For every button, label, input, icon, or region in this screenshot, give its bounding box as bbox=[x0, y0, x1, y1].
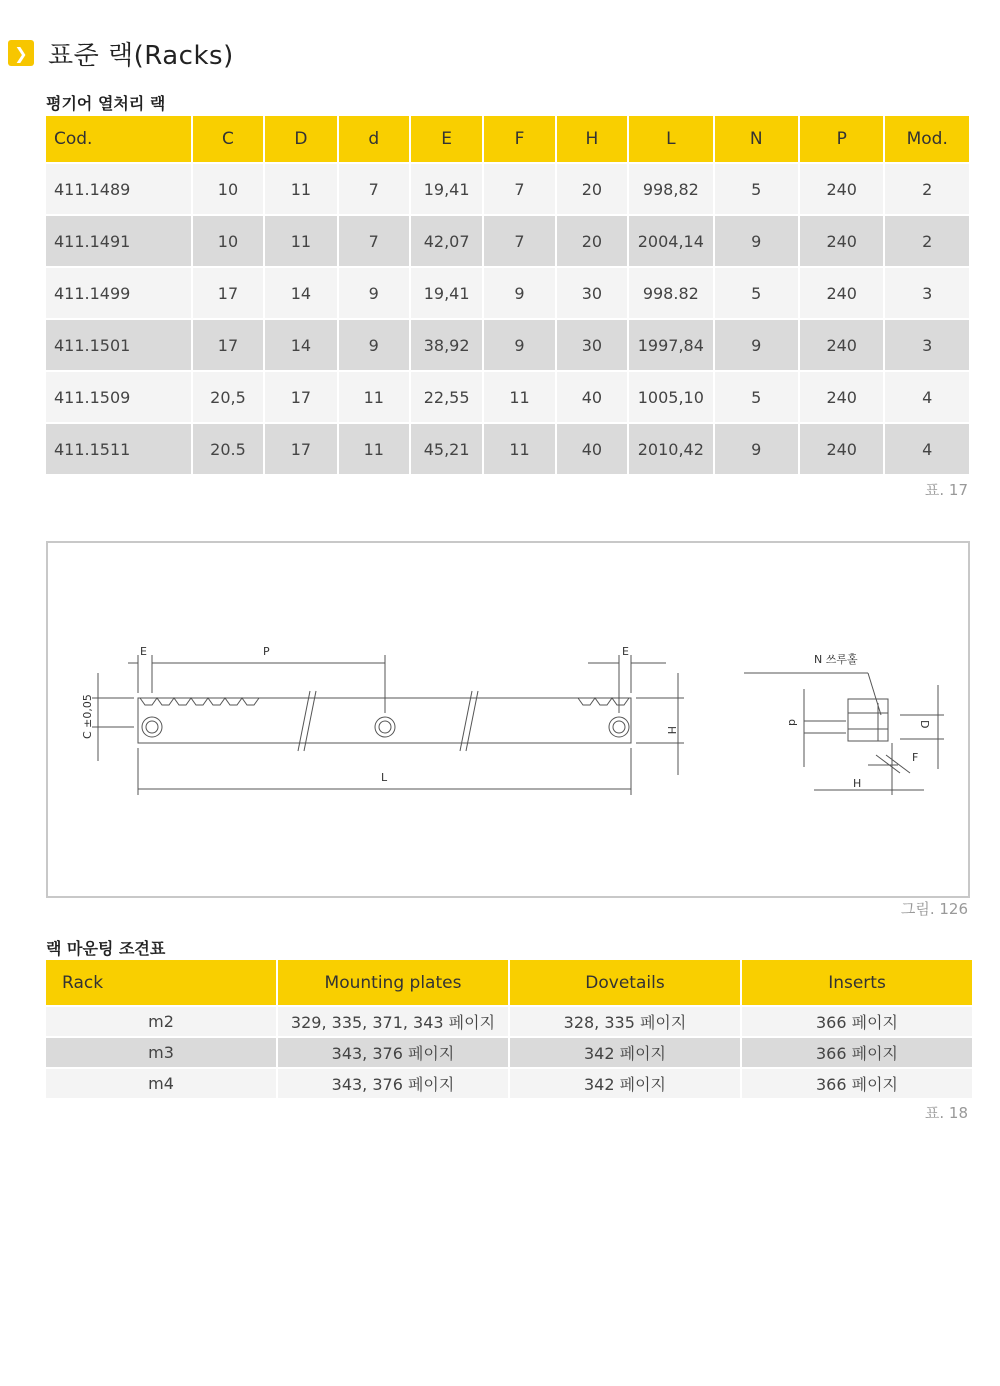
table-row bbox=[46, 320, 969, 370]
table-cell: 342 페이지 bbox=[510, 1069, 740, 1098]
table-cell: 411.1499 bbox=[46, 268, 191, 318]
table-cell: 240 bbox=[800, 424, 883, 474]
table-caption: 표. 18 bbox=[924, 1104, 968, 1122]
table-cell: 17 bbox=[265, 372, 336, 422]
figure-caption: 그림. 126 bbox=[900, 900, 968, 918]
table-cell: 240 bbox=[800, 268, 883, 318]
dimension-line-f bbox=[886, 755, 910, 773]
column-header: Mounting plates bbox=[278, 960, 508, 1005]
column-header: Inserts bbox=[742, 960, 972, 1005]
table-cell: 5 bbox=[715, 164, 798, 214]
column-header: d bbox=[339, 116, 409, 162]
table-cell: m2 bbox=[46, 1007, 276, 1036]
table-cell: 22,55 bbox=[411, 372, 482, 422]
rack-mounting-table bbox=[44, 958, 974, 1100]
table-cell: 20 bbox=[557, 216, 627, 266]
table-cell: 411.1491 bbox=[46, 216, 191, 266]
table-cell: 343, 376 페이지 bbox=[278, 1038, 508, 1067]
label-d-small: d bbox=[786, 719, 799, 726]
table-cell: 17 bbox=[193, 268, 263, 318]
table-cell: 11 bbox=[339, 424, 409, 474]
table-cell: 11 bbox=[484, 372, 554, 422]
rack-teeth-left bbox=[140, 698, 259, 705]
table-cell: 240 bbox=[800, 216, 883, 266]
table-cell: 9 bbox=[339, 320, 409, 370]
label-h: H bbox=[665, 726, 678, 735]
table-cell: 1997,84 bbox=[629, 320, 712, 370]
table-cell: 10 bbox=[193, 164, 263, 214]
label-e-right: E bbox=[622, 645, 629, 658]
column-header: Mod. bbox=[885, 116, 969, 162]
table-row bbox=[46, 1038, 972, 1067]
column-header: Rack bbox=[46, 960, 276, 1005]
break-line bbox=[466, 691, 478, 751]
mounting-hole-outer bbox=[375, 717, 395, 737]
table-cell: 1005,10 bbox=[629, 372, 712, 422]
table-cell: 14 bbox=[265, 320, 336, 370]
rack-section-outline bbox=[848, 699, 888, 741]
label-l: L bbox=[381, 771, 388, 784]
table-cell: 9 bbox=[715, 424, 798, 474]
table-cell: 240 bbox=[800, 372, 883, 422]
table-cell: 11 bbox=[265, 164, 336, 214]
mounting-hole-inner bbox=[613, 721, 625, 733]
table-cell: 240 bbox=[800, 320, 883, 370]
table-cell: 3 bbox=[885, 320, 969, 370]
table-cell: 19,41 bbox=[411, 164, 482, 214]
table-cell: m3 bbox=[46, 1038, 276, 1067]
column-header: E bbox=[411, 116, 482, 162]
table-caption: 표. 17 bbox=[924, 481, 968, 499]
column-header: H bbox=[557, 116, 627, 162]
table-row bbox=[46, 1069, 972, 1098]
table-cell: 366 페이지 bbox=[742, 1007, 972, 1036]
table-cell: 30 bbox=[557, 320, 627, 370]
label-p: P bbox=[263, 645, 270, 658]
table-cell: 411.1511 bbox=[46, 424, 191, 474]
break-line bbox=[460, 691, 472, 751]
mounting-hole-inner bbox=[146, 721, 158, 733]
column-header: F bbox=[484, 116, 554, 162]
table-cell: 20 bbox=[557, 164, 627, 214]
table-cell: 7 bbox=[339, 216, 409, 266]
table-cell: 38,92 bbox=[411, 320, 482, 370]
table-cell: 343, 376 페이지 bbox=[278, 1069, 508, 1098]
label-c: C ±0,05 bbox=[81, 694, 94, 739]
table-cell: 7 bbox=[484, 164, 554, 214]
table-cell: 2010,42 bbox=[629, 424, 712, 474]
table-cell: 5 bbox=[715, 372, 798, 422]
table-cell: 3 bbox=[885, 268, 969, 318]
section-title-heat-treated-rack: 평기어 열처리 랙 bbox=[46, 94, 166, 113]
column-header: P bbox=[800, 116, 883, 162]
table-cell: 17 bbox=[265, 424, 336, 474]
table-cell: 42,07 bbox=[411, 216, 482, 266]
table-cell: 14 bbox=[265, 268, 336, 318]
table-cell: 40 bbox=[557, 372, 627, 422]
table-cell: 11 bbox=[339, 372, 409, 422]
column-header: L bbox=[629, 116, 712, 162]
mounting-hole-inner bbox=[379, 721, 391, 733]
table-cell: 40 bbox=[557, 424, 627, 474]
column-header: C bbox=[193, 116, 263, 162]
table-cell: 9 bbox=[484, 320, 554, 370]
leader-line bbox=[868, 673, 881, 715]
mounting-hole-outer bbox=[609, 717, 629, 737]
table-cell: 5 bbox=[715, 268, 798, 318]
table-row bbox=[46, 424, 969, 474]
table-cell: 9 bbox=[484, 268, 554, 318]
table-cell: 20,5 bbox=[193, 372, 263, 422]
table-row bbox=[46, 372, 969, 422]
table-cell: 411.1489 bbox=[46, 164, 191, 214]
break-line bbox=[298, 691, 310, 751]
table-cell: 7 bbox=[484, 216, 554, 266]
break-line bbox=[304, 691, 316, 751]
table-cell: 45,21 bbox=[411, 424, 482, 474]
table-row bbox=[46, 216, 969, 266]
page-title: 표준 랙(Racks) bbox=[48, 40, 234, 71]
label-f: F bbox=[912, 751, 919, 764]
table-cell: 11 bbox=[484, 424, 554, 474]
table-cell: 411.1501 bbox=[46, 320, 191, 370]
chevron-right-icon: ❯ bbox=[8, 40, 34, 66]
rack-drawing bbox=[46, 541, 970, 898]
table-row bbox=[46, 268, 969, 318]
table-cell: 2004,14 bbox=[629, 216, 712, 266]
label-d-large: D bbox=[918, 720, 931, 729]
table-cell: 30 bbox=[557, 268, 627, 318]
column-header: Cod. bbox=[46, 116, 191, 162]
label-e-left: E bbox=[140, 645, 147, 658]
table-cell: 998.82 bbox=[629, 268, 712, 318]
mounting-hole-outer bbox=[142, 717, 162, 737]
table-cell: 4 bbox=[885, 424, 969, 474]
label-n-through-hole: N 쓰루홀 bbox=[814, 653, 858, 666]
column-header: D bbox=[265, 116, 336, 162]
table-cell: 342 페이지 bbox=[510, 1038, 740, 1067]
section-title-mounting-table: 랙 마운팅 조견표 bbox=[46, 939, 166, 958]
table-cell: 9 bbox=[715, 320, 798, 370]
dimension-line-f bbox=[876, 755, 900, 773]
table-row bbox=[46, 1007, 972, 1036]
table-cell: 10 bbox=[193, 216, 263, 266]
rack-spec-table bbox=[44, 114, 971, 476]
rack-technical-drawing bbox=[48, 543, 968, 896]
table-header-row bbox=[46, 960, 972, 1005]
table-cell: 998,82 bbox=[629, 164, 712, 214]
table-cell: 4 bbox=[885, 372, 969, 422]
column-header: Dovetails bbox=[510, 960, 740, 1005]
table-cell: m4 bbox=[46, 1069, 276, 1098]
table-cell: 11 bbox=[265, 216, 336, 266]
table-cell: 2 bbox=[885, 164, 969, 214]
table-cell: 366 페이지 bbox=[742, 1038, 972, 1067]
table-header-row bbox=[46, 116, 969, 162]
table-cell: 19,41 bbox=[411, 268, 482, 318]
table-cell: 2 bbox=[885, 216, 969, 266]
page-header bbox=[8, 36, 234, 70]
table-cell: 9 bbox=[715, 216, 798, 266]
table-cell: 7 bbox=[339, 164, 409, 214]
table-cell: 240 bbox=[800, 164, 883, 214]
table-cell: 9 bbox=[339, 268, 409, 318]
rack-teeth-right bbox=[578, 698, 629, 705]
table-cell: 366 페이지 bbox=[742, 1069, 972, 1098]
table-row bbox=[46, 164, 969, 214]
table-cell: 329, 335, 371, 343 페이지 bbox=[278, 1007, 508, 1036]
column-header: N bbox=[715, 116, 798, 162]
table-cell: 328, 335 페이지 bbox=[510, 1007, 740, 1036]
table-cell: 20.5 bbox=[193, 424, 263, 474]
table-cell: 411.1509 bbox=[46, 372, 191, 422]
label-h-section: H bbox=[853, 777, 862, 790]
table-cell: 17 bbox=[193, 320, 263, 370]
